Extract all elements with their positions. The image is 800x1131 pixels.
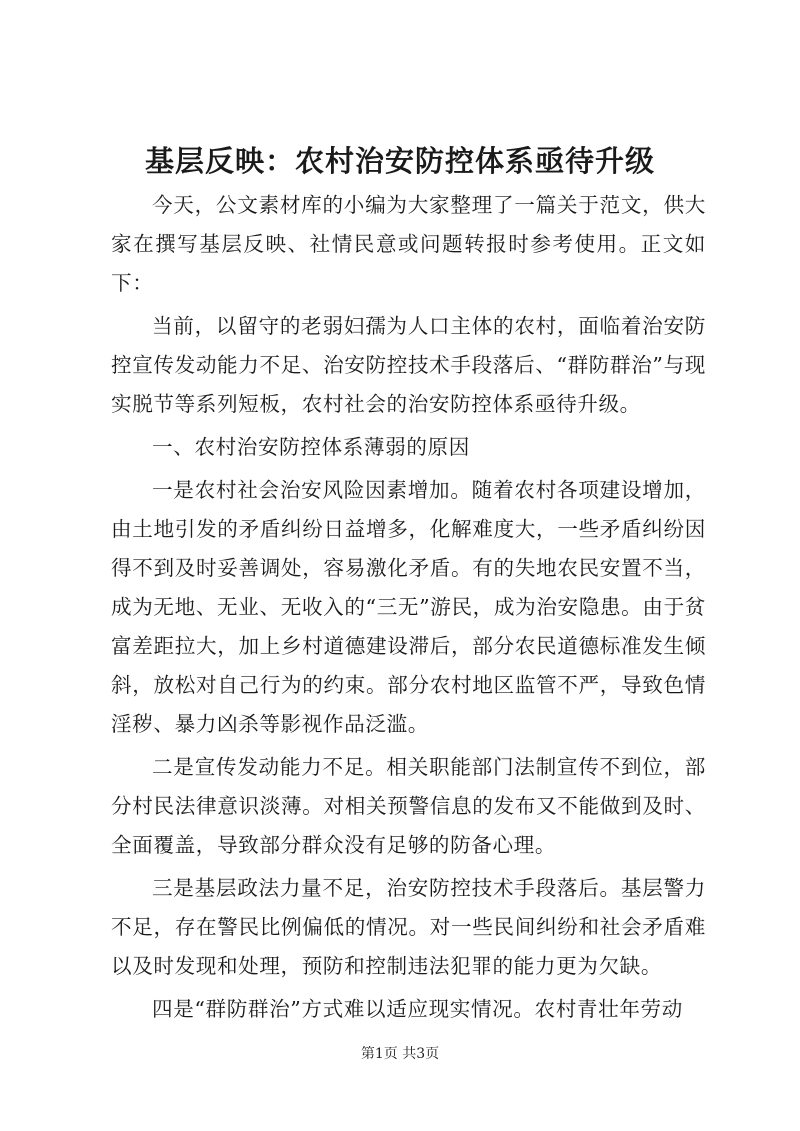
section-heading: 一、农村治安防控体系薄弱的原因 — [152, 435, 470, 459]
paragraph-point-4: 四是“群防群治”方式难以适应现实情况。农村青壮年劳动 — [152, 997, 683, 1021]
paragraph-point-2: 二是宣传发动能力不足。相关职能部门法制宣传不到位，部分村民法律意识淡薄。对相关预警信息的发布又不能做到及时、全面覆盖，导致部分群众没有足够的防备心理。 — [111, 755, 706, 857]
paragraph-point-1: 一是农村社会治安风险因素增加。随着农村各项建设增加，由土地引发的矛盾纠纷日益增多，化解难度大，一些矛盾纠纷因得不到及时妥善调处，容易激化矛盾。有的失地农民安置不当，成为无地、无业、无收入的“三无”游民，成为治安隐患。由于贫富差距拉大，加上乡村道德建设滞后，部分农民道德标准发生倾斜，放松对自己行为的约束。部分农村地区监管不严，导致色情淫秽、暴力凶杀等影视作品泛滥。 — [111, 478, 706, 736]
paragraph-point-3: 三是基层政法力量不足，治安防控技术手段落后。基层警力不足，存在警民比例偏低的情况。对一些民间纠纷和社会矛盾难以及时发现和处理，预防和控制违法犯罪的能力更为欠缺。 — [111, 876, 706, 978]
paragraph-intro: 今天，公文素材库的小编为大家整理了一篇关于范文，供大家在撰写基层反映、社情民意或问题转报时参考使用。正文如下： — [111, 193, 706, 295]
document-title: 基层反映：农村治安防控体系亟待升级 — [144, 144, 655, 178]
document-body — [111, 186, 706, 1029]
paragraph-summary: 当前，以留守的老弱妇孺为人口主体的农村，面临着治安防控宣传发动能力不足、治安防控技术手段落后、“群防群治”与现实脱节等系列短板，农村社会的治安防控体系亟待升级。 — [111, 314, 706, 416]
page-number-footer: 第1页 共3页 — [360, 1046, 440, 1062]
